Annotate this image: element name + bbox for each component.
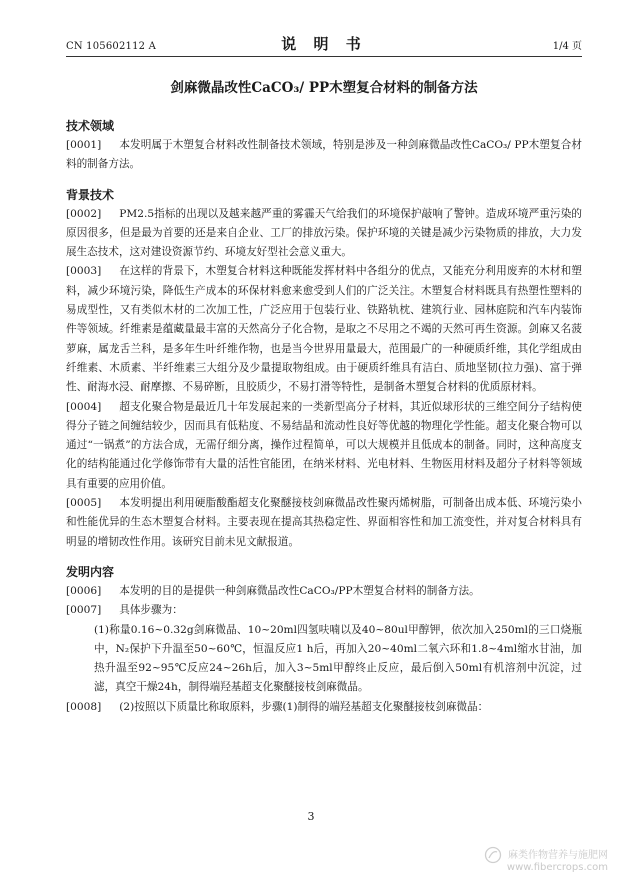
- paragraph-0007: [66, 601, 582, 620]
- paragraph-text: 本发明属于木塑复合材料改性制备技术领域，特别是涉及一种剑麻微晶改性CaCO₃/ PP木塑复合材料的制备方法。: [66, 139, 582, 171]
- watermark: [468, 850, 608, 874]
- section-heading-tech-field: 技术领域: [66, 119, 115, 133]
- document-type: 说 明 书: [281, 35, 367, 53]
- paragraph-text: 本发明提出利用硬脂酸酯超支化聚醚接枝剑麻微晶改性聚丙烯树脂，可制备出成本低、环境污染小和性能优异的生态木塑复合材料。主要表现在提高其热稳定性、界面相容性和加工流变性，并对复合材料具有明显的增韧改性作用。该研究目前未见文献报道。: [66, 497, 582, 548]
- paragraph-number: [0006]: [66, 584, 102, 597]
- paragraph-text: 超支化聚合物是最近几十年发展起来的一类新型高分子材料，其近似球形状的三维空间分子结构使得分子链之间缠结较少，因而具有低粘度、不易结晶和流动性良好等优越的物理化学性能。超支化聚合物可以通过“一锅煮”的方法合成，无需仔细分离，操作过程简单，可以大规模并且低成本的制备。同时，这种高度支化的结构能通过化学修饰带有大量的活性官能团，在纳米材料、光电材料、生物医用材料及超分子材料等领域具有重要的应用价值。: [66, 400, 582, 490]
- page-header: [66, 28, 582, 57]
- page-number: 3: [307, 810, 315, 823]
- paragraph-0006: [66, 582, 582, 601]
- paragraph-0008: [66, 698, 582, 717]
- paragraph-text: 本发明的目的是提供一种剑麻微晶改性CaCO₃/PP木塑复合材料的制备方法。: [119, 584, 480, 597]
- paragraph-number: [0005]: [66, 497, 102, 510]
- paragraph-text: (2)按照以下质量比称取原料，步骤(1)制得的端羟基超支化聚醚接枝剑麻微晶：: [119, 700, 489, 713]
- paragraph-text: 具体步骤为：: [119, 604, 183, 617]
- section-heading-background: 背景技术: [66, 187, 115, 202]
- paragraph-0005: [66, 494, 582, 552]
- document-body: [66, 112, 582, 717]
- paragraph-number: [0004]: [66, 400, 102, 413]
- paragraph-number: [0001]: [66, 139, 102, 151]
- paragraph-0002: [66, 205, 582, 263]
- paragraph-number: [0002]: [66, 207, 102, 220]
- watermark-site-name: 麻类作物营养与施肥网: [508, 850, 608, 861]
- paragraph-0004: [66, 398, 582, 494]
- document-title: 剑麻微晶改性CaCO₃/ PP木塑复合材料的制备方法: [170, 80, 478, 96]
- paragraph-0003: [66, 262, 582, 397]
- step-1-paragraph: (1)称量0.16~0.32g剑麻微晶、10~20ml四氢呋喃以及40~80ul甲醇钾，依次加入250ml的三口烧瓶中，N₂保护下升温至50~60℃，恒温反应1 h后，再加入20~40ml二氧六环和1.8~4ml缩水甘油，加热升温至92~95℃反应24~26h后，加入3~5ml甲醇终止反应，最后倒入50ml有机溶剂中沉淀，过滤，真空干燥24h，制得端羟基超支化聚醚接枝剑麻微晶。: [94, 623, 582, 694]
- patent-number: CN 105602112 A: [66, 41, 157, 52]
- paragraph-number: [0007]: [66, 604, 102, 617]
- paragraph-text: PM2.5指标的出现以及越来越严重的雾霾天气给我们的环境保护敲响了警钟。造成环境严重污染的原因很多，但是最为首要的还是来自企业、工厂的排放污染。保护环境的关键是减少污染物质的排放，大力发展生态技术，这对建设资源节约、环境友好型社会意义重大。: [66, 207, 582, 259]
- paragraph-0001: [66, 136, 582, 175]
- paragraph-number: [0008]: [66, 700, 102, 713]
- section-heading-summary: 发明内容: [66, 564, 115, 579]
- paragraph-text: 在这样的背景下，木塑复合材料这种既能发挥材料中各组分的优点，又能充分利用废弃的木材和塑料，减少环境污染，降低生产成本的环保材料愈来愈受到人们的广泛关注。木塑复合材料既具有热塑性塑料的易成型性，又有类似木材的二次加工性，广泛应用于包装行业、铁路轨枕、建筑行业、园林庭院和汽车内装饰件等领域。纤维素是蕴藏量最丰富的天然高分子化合物，是取之不尽用之不竭的天然可再生资源。剑麻又名菠萝麻，属龙舌兰科，是多年生叶纤维作物，也是当今世界用量最大，范围最广的一种硬质纤维，其化学组成由纤维素、木质素、半纤维素三大组分及少量提取物组成。由于硬质纤维具有洁白、质地坚韧(拉力强)、富于弹性、耐海水浸、耐摩擦、不易碎断，且胶质少，不易打滑等特性，是制备木塑复合材料的优质原材料。: [66, 265, 582, 394]
- paragraph-number: [0003]: [66, 265, 102, 278]
- watermark-url: www.fibercrops.com: [506, 862, 608, 873]
- page-indicator: 1/4 页: [552, 41, 582, 52]
